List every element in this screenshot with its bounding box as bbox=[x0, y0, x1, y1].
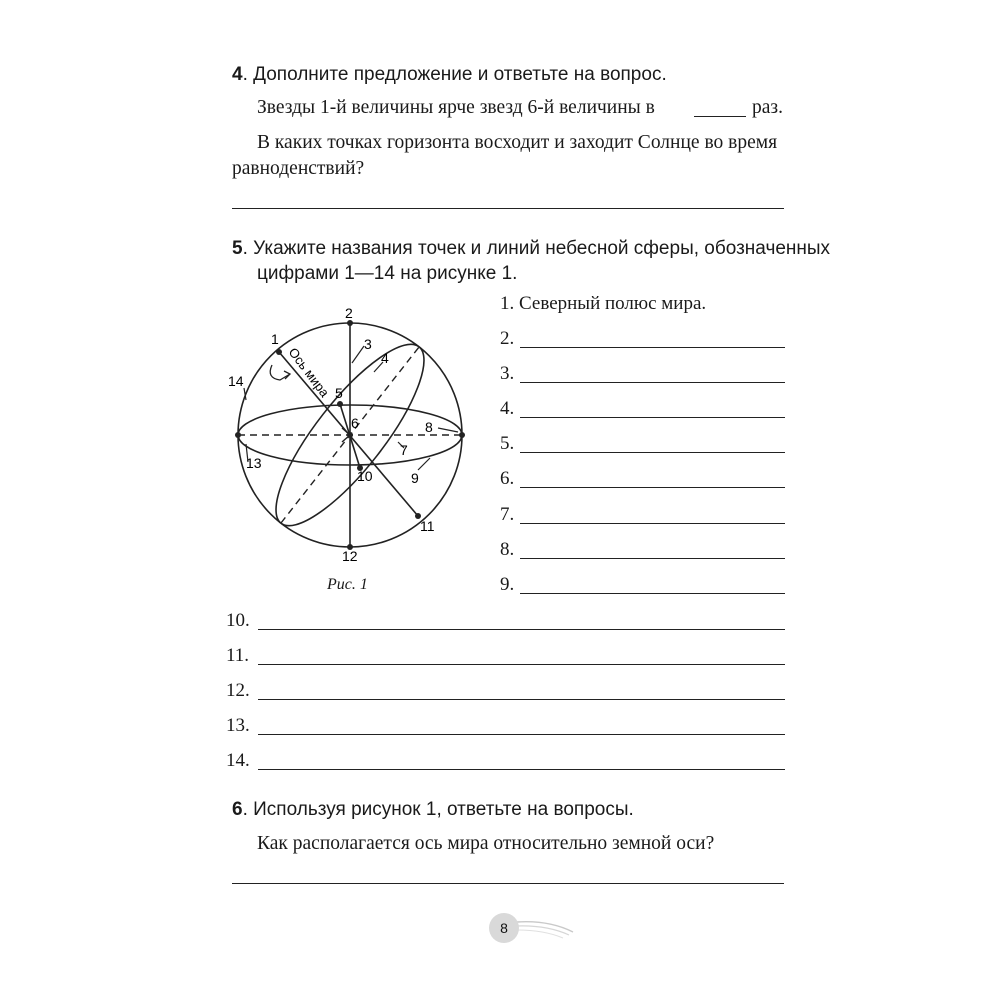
task4-sentence-part2: раз. bbox=[752, 97, 783, 118]
axis-label: Ось мира bbox=[285, 344, 333, 400]
answer-row-4 bbox=[500, 398, 785, 420]
answer-row-7 bbox=[500, 504, 785, 526]
answer-row-14 bbox=[226, 750, 785, 772]
answer-label-2: 2. bbox=[500, 328, 515, 349]
label-7: 7 bbox=[400, 442, 408, 458]
task6-number: 6 bbox=[232, 799, 243, 820]
answer-label-8: 8. bbox=[500, 539, 515, 560]
answer-label-12: 12. bbox=[226, 680, 250, 701]
label-3: 3 bbox=[364, 336, 372, 352]
answer-text-1: Северный полюс мира. bbox=[519, 293, 707, 314]
answer-line-8[interactable] bbox=[520, 558, 785, 559]
answer-line-2[interactable] bbox=[520, 347, 785, 348]
answer-row-10 bbox=[226, 610, 785, 632]
answer-label-1: 1. bbox=[500, 293, 515, 314]
page-number: 8 bbox=[500, 920, 508, 936]
label-10: 10 bbox=[357, 468, 373, 484]
point-1 bbox=[276, 349, 282, 355]
label-4: 4 bbox=[381, 350, 389, 366]
answer-line-14[interactable] bbox=[258, 769, 785, 770]
answer-line-11[interactable] bbox=[258, 664, 785, 665]
answer-row-8 bbox=[500, 539, 785, 561]
answer-label-13: 13. bbox=[226, 715, 250, 736]
answer-row-11 bbox=[226, 645, 785, 667]
figure-caption: Рис. 1 bbox=[327, 576, 368, 593]
task4-fill-blank[interactable] bbox=[694, 116, 746, 117]
answer-label-7: 7. bbox=[500, 504, 515, 525]
label-9: 9 bbox=[411, 470, 419, 486]
label-1: 1 bbox=[271, 331, 279, 347]
label-14: 14 bbox=[228, 373, 244, 389]
leader-3 bbox=[352, 346, 364, 363]
answer-line-4[interactable] bbox=[520, 417, 785, 418]
label-11: 11 bbox=[420, 518, 435, 534]
point-5 bbox=[337, 401, 343, 407]
label-13: 13 bbox=[246, 455, 262, 471]
task4-question-line1: В каких точках горизонта восходит и заходит Солнце во время bbox=[257, 132, 778, 153]
answer-row-6 bbox=[500, 468, 785, 490]
answer-line-13[interactable] bbox=[258, 734, 785, 735]
answer-row-3 bbox=[500, 363, 785, 385]
task5-title-line2: цифрами 1—14 на рисунке 1. bbox=[257, 263, 518, 284]
celestial-sphere-figure bbox=[222, 300, 482, 580]
answer-row-5 bbox=[500, 433, 785, 455]
answer-label-3: 3. bbox=[500, 363, 515, 384]
answer-line-12[interactable] bbox=[258, 699, 785, 700]
label-2: 2 bbox=[345, 305, 353, 321]
task5-title-line1: . Укажите названия точек и линий небесной сферы, обозначенных bbox=[242, 238, 831, 259]
task6-title-text: . Используя рисунок 1, ответьте на вопросы. bbox=[242, 799, 634, 820]
task4-question-line2: равноденствий? bbox=[232, 158, 365, 179]
answer-row-13 bbox=[226, 715, 785, 737]
task4-answer-line[interactable] bbox=[232, 208, 784, 209]
answer-line-5[interactable] bbox=[520, 452, 785, 453]
answer-label-4: 4. bbox=[500, 398, 515, 419]
point-west bbox=[235, 432, 241, 438]
answer-row-12 bbox=[226, 680, 785, 702]
answer-label-9: 9. bbox=[500, 574, 515, 595]
task4-number: 4 bbox=[232, 64, 243, 85]
task4-title bbox=[232, 62, 667, 88]
leader-9 bbox=[418, 458, 430, 470]
answer-line-10[interactable] bbox=[258, 629, 785, 630]
answer-line-9[interactable] bbox=[520, 593, 785, 594]
task6-title bbox=[232, 797, 634, 823]
label-8: 8 bbox=[425, 419, 433, 435]
answer-label-11: 11. bbox=[226, 645, 250, 666]
label-12: 12 bbox=[342, 548, 358, 564]
answer-line-7[interactable] bbox=[520, 523, 785, 524]
leader-8 bbox=[438, 428, 458, 432]
task4-sentence-part1: Звезды 1-й величины ярче звезд 6-й величины в bbox=[257, 97, 655, 118]
task5-number: 5 bbox=[232, 238, 243, 259]
answer-line-6[interactable] bbox=[520, 487, 785, 488]
answer-row-1 bbox=[500, 293, 706, 315]
task4-sentence bbox=[257, 95, 655, 121]
label-5: 5 bbox=[335, 385, 343, 401]
answer-row-9 bbox=[500, 574, 785, 596]
label-6: 6 bbox=[351, 415, 359, 431]
task4-title-text: . Дополните предложение и ответьте на вопрос. bbox=[242, 64, 667, 85]
answer-row-2 bbox=[500, 328, 785, 350]
task6-question: Как располагается ось мира относительно земной оси? bbox=[257, 833, 715, 854]
answer-line-3[interactable] bbox=[520, 382, 785, 383]
task6-answer-line[interactable] bbox=[232, 883, 784, 884]
answer-label-5: 5. bbox=[500, 433, 515, 454]
answer-label-10: 10. bbox=[226, 610, 250, 631]
answer-label-14: 14. bbox=[226, 750, 250, 771]
answer-label-6: 6. bbox=[500, 468, 515, 489]
point-east bbox=[459, 432, 465, 438]
task5-title bbox=[232, 236, 830, 262]
